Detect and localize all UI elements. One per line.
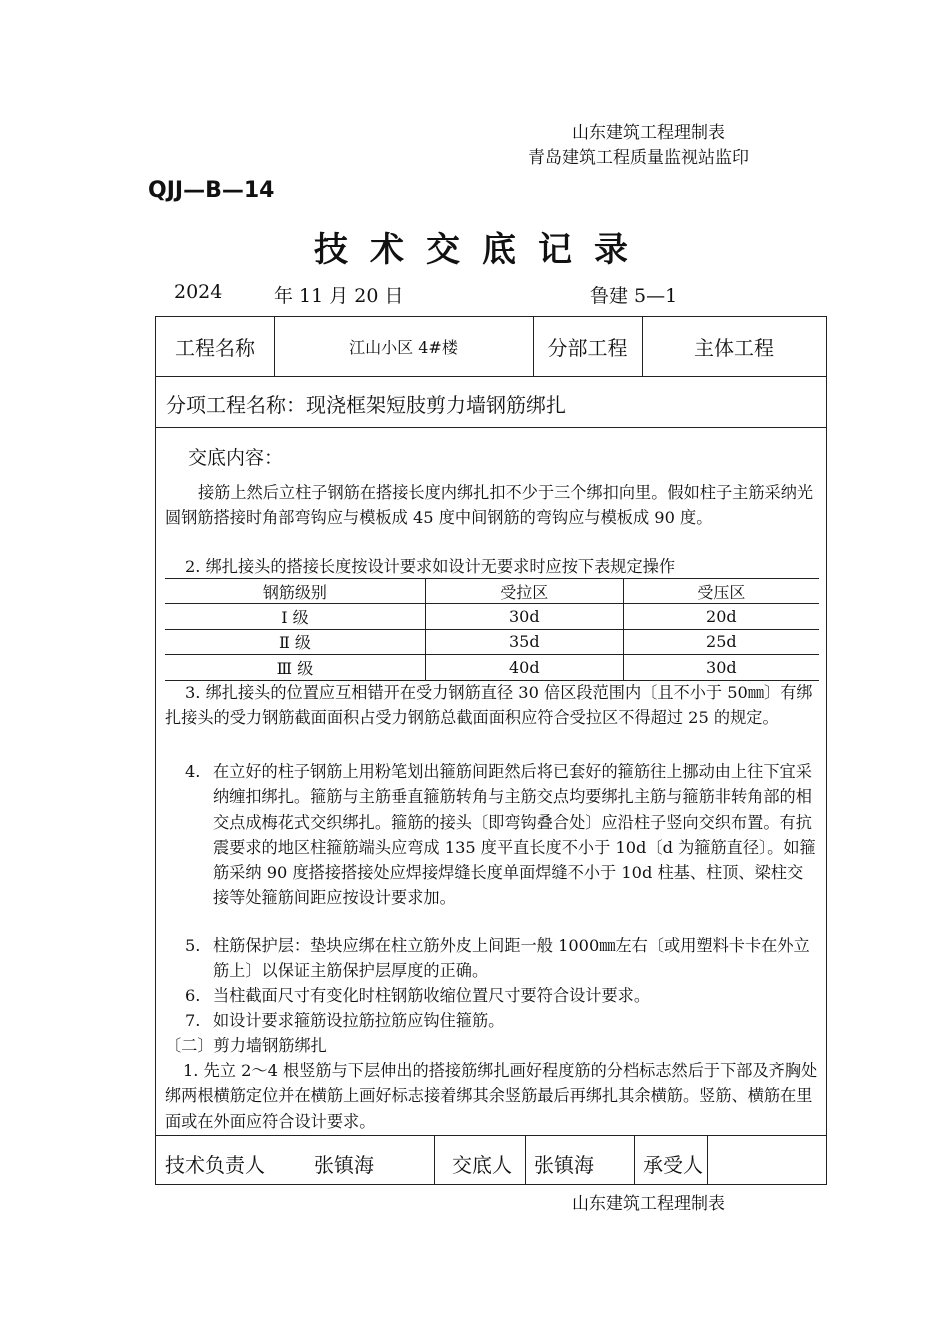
table-cell: 25d [623, 629, 819, 654]
table-row [165, 655, 819, 680]
paragraph-8: 1. 先立 2～4 根竖筋与下层伸出的搭接筋绑扎画好程度筋的分档标志然后于下部及齐胸处绑两根横筋定位并在横筋上画好标志接着绑其余竖筋最后再绑扎其余横筋。竖筋、横筋在里面或在外面应符合设计要求。 [165, 1061, 818, 1131]
col-divider [525, 1135, 526, 1185]
col-divider [634, 1135, 635, 1185]
receiver-label: 承受人 [643, 1153, 703, 1177]
item-number: 5. [185, 936, 201, 955]
col-divider [434, 1135, 435, 1185]
paragraph-1: 接筋上然后立柱子钢筋在搭接长度内绑扎扣不少于三个绑扣向里。假如柱子主筋采纳光圆钢筋搭接时角部弯钩应与模板成 45 度中间钢筋的弯钩应与模板成 90 度。 [165, 483, 814, 528]
table-cell: 40d [425, 655, 623, 680]
date-month-day: 年 11 月 20 日 [274, 285, 404, 307]
section-heading: 〔二〕剪力墙钢筋绑扎 [165, 1036, 327, 1055]
project-name-label: 工程名称 [175, 336, 255, 360]
col-divider [707, 1135, 708, 1185]
footer-issuer: 山东建筑工程理制表 [572, 1194, 725, 1214]
table-cell: Ⅲ 级 [165, 655, 425, 680]
paragraph-3: 3. 绑扎接头的位置应互相错开在受力钢筋直径 30 倍区段范围内〔且不小于 50㎜〕有绑扎接头的受力钢筋截面面积占受力钢筋总截面面积应符合受拉区不得超过 25 的规定。 [165, 683, 813, 728]
table-row [165, 604, 819, 629]
paragraph-6: 当柱截面尺寸有变化时柱钢筋收缩位置尺寸要符合设计要求。 [213, 986, 651, 1005]
table-cell: 20d [623, 604, 819, 629]
row-divider [156, 1135, 826, 1136]
doc-ref: 鲁建 5—1 [590, 285, 678, 307]
item-number: 6. [185, 986, 201, 1005]
content-label: 交底内容： [188, 447, 284, 469]
subitem-name: 分项工程名称：现浇框架短肢剪力墙钢筋绑扎 [166, 393, 566, 417]
tech-lead-label: 技术负责人 [165, 1153, 265, 1177]
item-number: 4. [185, 762, 201, 781]
project-name-value: 江山小区 4#楼 [349, 338, 458, 357]
paragraph-4: 在立好的柱子钢筋上用粉笔划出箍筋间距然后将已套好的箍筋往上挪动由上往下宜采纳缠扣绑扎。箍筋与主筋垂直箍筋转角与主筋交点均要绑扎主筋与箍筋非转角部的相交点成梅花式交织绑扎。箍筋的接头〔即弯钩叠合处〕应沿柱子竖向交织布置。有抗震要求的地区柱箍筋端头应弯成 135 度平直长度不小于 10d〔d 为箍筋直径〕。如箍筋采纳 90 度搭接搭接处应焊接焊缝长度单面焊缝不小于 10d 柱基、柱顶、梁柱交接等处箍筋间距应按设计要求加。 [213, 762, 816, 908]
table-header: 受压区 [623, 579, 819, 604]
date-year: 2024 [174, 281, 223, 303]
table-cell: 35d [425, 629, 623, 654]
table-header-row [165, 579, 819, 604]
table-cell: 30d [425, 604, 623, 629]
paragraph-7: 如设计要求箍筋设拉筋拉筋应钩住箍筋。 [213, 1011, 505, 1030]
row-divider [156, 376, 826, 377]
paragraph-2: 2. 绑扎接头的搭接长度按设计要求如设计无要求时应按下表规定操作 [185, 557, 676, 576]
issuer-line: 山东建筑工程理制表 [572, 123, 725, 143]
discloser-label: 交底人 [452, 1153, 512, 1177]
discloser-name: 张镇海 [534, 1153, 594, 1177]
tech-lead-name: 张镇海 [314, 1153, 374, 1177]
division-value: 主体工程 [694, 336, 774, 360]
lap-length-table [165, 578, 819, 681]
form-code: QJJ—B—14 [148, 178, 275, 203]
division-label: 分部工程 [547, 336, 628, 360]
item-number: 7. [185, 1011, 201, 1030]
table-cell: 30d [623, 655, 819, 680]
table-cell: Ⅱ 级 [165, 629, 425, 654]
table-row [165, 629, 819, 654]
printer-line: 青岛建筑工程质量监视站监印 [528, 148, 749, 168]
paragraph-5: 柱筋保护层：垫块应绑在柱立筋外皮上间距一般 1000㎜左右〔或用塑料卡卡在外立筋上〕以保证主筋保护层厚度的正确。 [213, 936, 810, 981]
table-header: 受拉区 [425, 579, 623, 604]
record-form [155, 316, 827, 1185]
table-cell: Ⅰ 级 [165, 604, 425, 629]
row-divider [156, 427, 826, 428]
page-title: 技术交底记录 [314, 230, 650, 270]
table-header: 钢筋级别 [165, 579, 425, 604]
